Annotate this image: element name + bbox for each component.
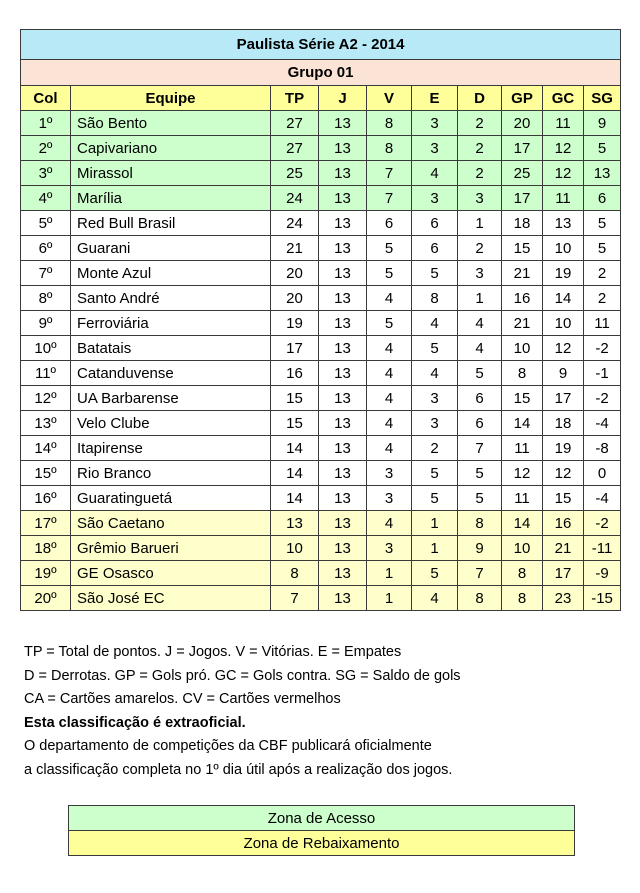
header-e: E: [412, 86, 458, 111]
cell-pos: 1º: [21, 111, 71, 136]
cell-v: 4: [367, 336, 412, 361]
table-row: [21, 561, 621, 586]
cell-tp: 7: [271, 586, 319, 611]
table-row: [21, 486, 621, 511]
cell-v: 5: [367, 311, 412, 336]
cell-v: 3: [367, 486, 412, 511]
cell-d: 6: [458, 411, 502, 436]
cell-team: Velo Clube: [71, 411, 271, 436]
cell-pos: 20º: [21, 586, 71, 611]
note-line: a classificação completa no 1º dia útil após a realização dos jogos.: [24, 761, 453, 778]
cell-gc: 12: [543, 336, 584, 361]
cell-team: Capivariano: [71, 136, 271, 161]
cell-gp: 8: [502, 586, 543, 611]
cell-e: 6: [412, 236, 458, 261]
cell-team: Batatais: [71, 336, 271, 361]
group-label: Grupo 01: [21, 60, 621, 86]
cell-gp: 25: [502, 161, 543, 186]
cell-v: 4: [367, 511, 412, 536]
table-row: [21, 136, 621, 161]
cell-v: 6: [367, 211, 412, 236]
notes-block: [24, 641, 461, 782]
cell-gp: 20: [502, 111, 543, 136]
cell-pos: 3º: [21, 161, 71, 186]
cell-gp: 8: [502, 361, 543, 386]
cell-tp: 24: [271, 186, 319, 211]
cell-sg: -2: [584, 511, 621, 536]
cell-team: Guaratinguetá: [71, 486, 271, 511]
cell-gc: 14: [543, 286, 584, 311]
cell-gp: 21: [502, 311, 543, 336]
cell-sg: -4: [584, 411, 621, 436]
cell-d: 5: [458, 361, 502, 386]
cell-v: 4: [367, 436, 412, 461]
cell-j: 13: [319, 136, 367, 161]
cell-d: 4: [458, 311, 502, 336]
cell-team: Monte Azul: [71, 261, 271, 286]
cell-team: Mirassol: [71, 161, 271, 186]
cell-gc: 11: [543, 111, 584, 136]
cell-e: 1: [412, 511, 458, 536]
note-line: CA = Cartões amarelos. CV = Cartões vermelhos: [24, 691, 341, 707]
cell-sg: 2: [584, 261, 621, 286]
cell-team: São José EC: [71, 586, 271, 611]
table-row: [21, 536, 621, 561]
cell-gc: 12: [543, 461, 584, 486]
cell-gp: 15: [502, 386, 543, 411]
cell-d: 4: [458, 336, 502, 361]
cell-team: Santo André: [71, 286, 271, 311]
cell-pos: 18º: [21, 536, 71, 561]
cell-sg: 9: [584, 111, 621, 136]
cell-v: 4: [367, 386, 412, 411]
cell-tp: 20: [271, 286, 319, 311]
cell-d: 7: [458, 436, 502, 461]
note-disclaimer: Esta classificação é extraoficial.: [24, 714, 246, 731]
cell-d: 2: [458, 236, 502, 261]
cell-v: 4: [367, 411, 412, 436]
cell-pos: 7º: [21, 261, 71, 286]
cell-gp: 10: [502, 336, 543, 361]
cell-j: 13: [319, 386, 367, 411]
cell-j: 13: [319, 586, 367, 611]
note-line: D = Derrotas. GP = Gols pró. GC = Gols contra. SG = Saldo de gols: [24, 667, 461, 684]
cell-pos: 13º: [21, 411, 71, 436]
cell-d: 8: [458, 586, 502, 611]
cell-pos: 2º: [21, 136, 71, 161]
cell-d: 5: [458, 461, 502, 486]
standings-table: [20, 29, 621, 611]
cell-sg: 11: [584, 311, 621, 336]
cell-e: 3: [412, 136, 458, 161]
table-row: [21, 161, 621, 186]
cell-e: 3: [412, 386, 458, 411]
cell-j: 13: [319, 411, 367, 436]
cell-v: 5: [367, 261, 412, 286]
cell-sg: -2: [584, 386, 621, 411]
cell-d: 3: [458, 261, 502, 286]
cell-pos: 6º: [21, 236, 71, 261]
table-row: [21, 461, 621, 486]
cell-sg: 5: [584, 236, 621, 261]
cell-tp: 20: [271, 261, 319, 286]
cell-team: Rio Branco: [71, 461, 271, 486]
header-gc: GC: [543, 86, 584, 111]
table-row: [21, 286, 621, 311]
cell-e: 6: [412, 211, 458, 236]
cell-j: 13: [319, 561, 367, 586]
cell-v: 1: [367, 586, 412, 611]
cell-e: 4: [412, 161, 458, 186]
cell-tp: 16: [271, 361, 319, 386]
cell-e: 2: [412, 436, 458, 461]
cell-e: 4: [412, 311, 458, 336]
cell-j: 13: [319, 536, 367, 561]
cell-sg: 5: [584, 136, 621, 161]
cell-team: Itapirense: [71, 436, 271, 461]
cell-team: Catanduvense: [71, 361, 271, 386]
cell-tp: 14: [271, 436, 319, 461]
cell-sg: 2: [584, 286, 621, 311]
table-row: [21, 211, 621, 236]
cell-j: 13: [319, 161, 367, 186]
table-row: [21, 336, 621, 361]
cell-gp: 21: [502, 261, 543, 286]
header-col: Col: [21, 86, 71, 111]
note-line: O departamento de competições da CBF publicará oficialmente: [24, 738, 432, 754]
cell-tp: 17: [271, 336, 319, 361]
legend-rebaixamento: Zona de Rebaixamento: [69, 831, 575, 856]
cell-e: 4: [412, 361, 458, 386]
header-sg: SG: [584, 86, 621, 111]
cell-e: 5: [412, 486, 458, 511]
cell-v: 4: [367, 286, 412, 311]
cell-d: 9: [458, 536, 502, 561]
table-row: [21, 386, 621, 411]
cell-d: 8: [458, 511, 502, 536]
cell-v: 7: [367, 186, 412, 211]
cell-sg: -11: [584, 536, 621, 561]
cell-d: 2: [458, 136, 502, 161]
cell-sg: -1: [584, 361, 621, 386]
cell-tp: 13: [271, 511, 319, 536]
table-row: [21, 186, 621, 211]
cell-sg: -8: [584, 436, 621, 461]
cell-pos: 17º: [21, 511, 71, 536]
cell-gc: 11: [543, 186, 584, 211]
cell-gc: 15: [543, 486, 584, 511]
cell-d: 2: [458, 161, 502, 186]
cell-pos: 19º: [21, 561, 71, 586]
cell-d: 3: [458, 186, 502, 211]
cell-pos: 15º: [21, 461, 71, 486]
cell-d: 1: [458, 286, 502, 311]
cell-gc: 16: [543, 511, 584, 536]
header-tp: TP: [271, 86, 319, 111]
cell-pos: 16º: [21, 486, 71, 511]
cell-d: 5: [458, 486, 502, 511]
note-line: TP = Total de pontos. J = Jogos. V = Vitórias. E = Empates: [24, 644, 402, 660]
cell-e: 1: [412, 536, 458, 561]
cell-gc: 10: [543, 311, 584, 336]
cell-gc: 18: [543, 411, 584, 436]
cell-gp: 17: [502, 136, 543, 161]
cell-gp: 17: [502, 186, 543, 211]
cell-pos: 8º: [21, 286, 71, 311]
cell-j: 13: [319, 186, 367, 211]
cell-d: 2: [458, 111, 502, 136]
cell-gc: 19: [543, 436, 584, 461]
cell-v: 3: [367, 461, 412, 486]
cell-pos: 5º: [21, 211, 71, 236]
cell-j: 13: [319, 261, 367, 286]
cell-j: 13: [319, 336, 367, 361]
cell-team: São Bento: [71, 111, 271, 136]
cell-gp: 18: [502, 211, 543, 236]
cell-tp: 15: [271, 411, 319, 436]
cell-team: Marília: [71, 186, 271, 211]
cell-j: 13: [319, 311, 367, 336]
cell-tp: 27: [271, 136, 319, 161]
table-row: [21, 361, 621, 386]
cell-sg: -4: [584, 486, 621, 511]
cell-sg: -2: [584, 336, 621, 361]
cell-tp: 10: [271, 536, 319, 561]
cell-d: 6: [458, 386, 502, 411]
cell-d: 1: [458, 211, 502, 236]
cell-pos: 11º: [21, 361, 71, 386]
cell-gc: 13: [543, 211, 584, 236]
cell-v: 4: [367, 361, 412, 386]
cell-j: 13: [319, 486, 367, 511]
cell-pos: 4º: [21, 186, 71, 211]
cell-gp: 14: [502, 411, 543, 436]
cell-j: 13: [319, 361, 367, 386]
header-gp: GP: [502, 86, 543, 111]
cell-e: 5: [412, 261, 458, 286]
cell-sg: -15: [584, 586, 621, 611]
cell-team: GE Osasco: [71, 561, 271, 586]
table-row: [21, 411, 621, 436]
table-title: Paulista Série A2 - 2014: [21, 30, 621, 60]
cell-j: 13: [319, 511, 367, 536]
cell-v: 1: [367, 561, 412, 586]
cell-e: 5: [412, 336, 458, 361]
cell-v: 8: [367, 136, 412, 161]
cell-tp: 25: [271, 161, 319, 186]
cell-gp: 14: [502, 511, 543, 536]
table-row: [21, 261, 621, 286]
cell-j: 13: [319, 236, 367, 261]
cell-team: UA Barbarense: [71, 386, 271, 411]
cell-tp: 14: [271, 486, 319, 511]
header-d: D: [458, 86, 502, 111]
cell-gp: 10: [502, 536, 543, 561]
cell-j: 13: [319, 461, 367, 486]
legend-acesso: Zona de Acesso: [69, 806, 575, 831]
cell-sg: 6: [584, 186, 621, 211]
cell-team: São Caetano: [71, 511, 271, 536]
cell-tp: 14: [271, 461, 319, 486]
cell-e: 5: [412, 561, 458, 586]
table-row: [21, 111, 621, 136]
zone-legend: [68, 805, 575, 856]
cell-sg: 13: [584, 161, 621, 186]
cell-gc: 17: [543, 386, 584, 411]
cell-e: 4: [412, 586, 458, 611]
cell-e: 3: [412, 186, 458, 211]
cell-gc: 9: [543, 361, 584, 386]
cell-gc: 17: [543, 561, 584, 586]
cell-tp: 24: [271, 211, 319, 236]
cell-tp: 15: [271, 386, 319, 411]
cell-pos: 12º: [21, 386, 71, 411]
cell-j: 13: [319, 111, 367, 136]
cell-sg: -9: [584, 561, 621, 586]
cell-gp: 15: [502, 236, 543, 261]
cell-team: Ferroviária: [71, 311, 271, 336]
cell-team: Grêmio Barueri: [71, 536, 271, 561]
cell-gc: 23: [543, 586, 584, 611]
cell-gp: 16: [502, 286, 543, 311]
cell-pos: 10º: [21, 336, 71, 361]
table-row: [21, 586, 621, 611]
cell-j: 13: [319, 286, 367, 311]
cell-gc: 12: [543, 161, 584, 186]
cell-tp: 27: [271, 111, 319, 136]
cell-j: 13: [319, 211, 367, 236]
cell-tp: 19: [271, 311, 319, 336]
table-row: [21, 236, 621, 261]
cell-gp: 8: [502, 561, 543, 586]
cell-sg: 0: [584, 461, 621, 486]
cell-v: 8: [367, 111, 412, 136]
cell-team: Red Bull Brasil: [71, 211, 271, 236]
cell-gc: 10: [543, 236, 584, 261]
cell-e: 8: [412, 286, 458, 311]
cell-j: 13: [319, 436, 367, 461]
cell-e: 3: [412, 411, 458, 436]
cell-sg: 5: [584, 211, 621, 236]
header-v: V: [367, 86, 412, 111]
cell-gc: 19: [543, 261, 584, 286]
cell-e: 5: [412, 461, 458, 486]
cell-pos: 9º: [21, 311, 71, 336]
title-row: [21, 30, 621, 60]
cell-d: 7: [458, 561, 502, 586]
header-row: [21, 86, 621, 111]
cell-gp: 11: [502, 486, 543, 511]
cell-tp: 21: [271, 236, 319, 261]
cell-tp: 8: [271, 561, 319, 586]
group-row: [21, 60, 621, 86]
cell-team: Guarani: [71, 236, 271, 261]
table-row: [21, 311, 621, 336]
cell-gp: 11: [502, 436, 543, 461]
cell-gc: 12: [543, 136, 584, 161]
header-j: J: [319, 86, 367, 111]
table-row: [21, 436, 621, 461]
cell-gc: 21: [543, 536, 584, 561]
cell-gp: 12: [502, 461, 543, 486]
cell-v: 5: [367, 236, 412, 261]
table-row: [21, 511, 621, 536]
cell-v: 3: [367, 536, 412, 561]
header-equipe: Equipe: [71, 86, 271, 111]
cell-e: 3: [412, 111, 458, 136]
cell-v: 7: [367, 161, 412, 186]
cell-pos: 14º: [21, 436, 71, 461]
